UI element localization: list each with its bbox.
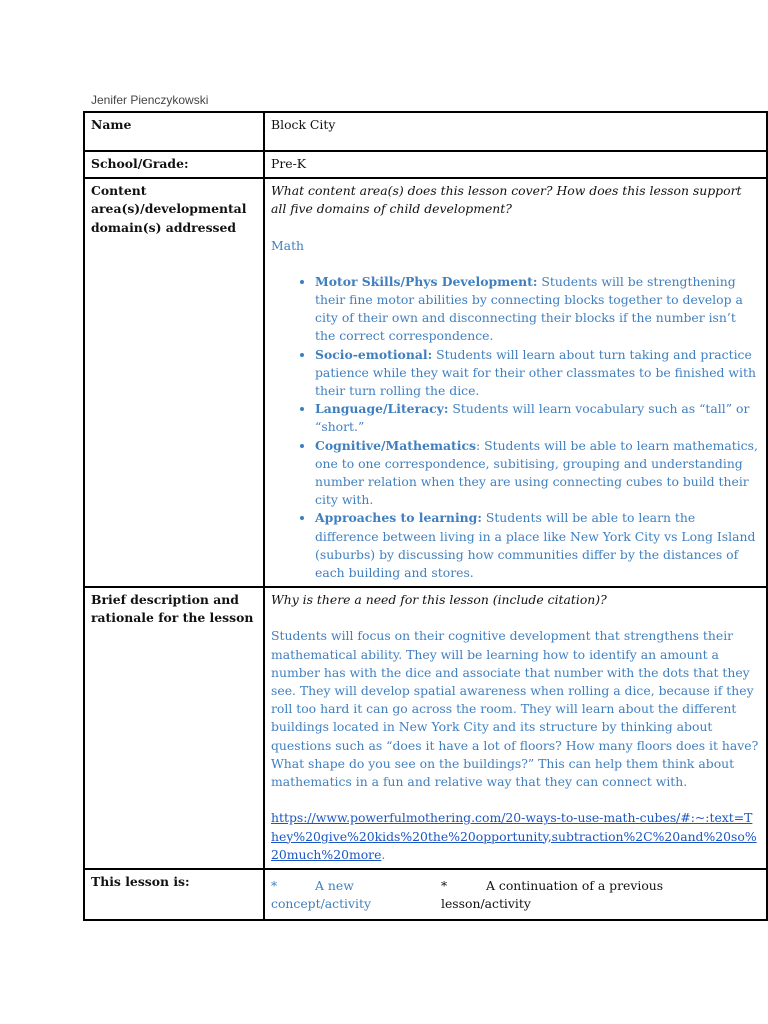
citation-end: . <box>381 846 386 862</box>
lesson-type-label: This lesson is: <box>84 869 264 920</box>
school-grade-label: School/Grade: <box>84 151 264 178</box>
domain-title: Motor Skills/Phys Development: <box>315 273 538 289</box>
domain-title: Approaches to learning: <box>315 510 482 526</box>
domain-text: Students will be able to learn the difference between living in a place like New York City vs Long Island (suburbs) by discussing how communities differ by the distances of each building and stores. <box>315 510 756 581</box>
domain-text: Students will learn vocabulary such as “tall” or “short.” <box>315 401 750 435</box>
content-cell <box>264 178 767 587</box>
school-grade-row <box>84 151 767 178</box>
domain-text: Students will be strengthening their fine motor abilities by connecting blocks together to develop a city of their own and disconnecting their blocks if the number isn’t the correct correspondence. <box>315 273 743 344</box>
content-label: Content area(s)/developmental domain(s) addressed <box>84 178 264 587</box>
domain-item-motor <box>315 273 760 346</box>
rationale-question: Why is there a need for this lesson (include citation)? <box>271 592 607 608</box>
lesson-type-cell <box>264 869 767 920</box>
lesson-type-options <box>271 873 760 913</box>
domain-item-approaches <box>315 509 760 582</box>
school-grade-value: Pre-K <box>264 151 767 178</box>
domain-list <box>271 273 760 582</box>
content-area: Math <box>271 237 305 253</box>
rationale-label: Brief description and rationale for the lesson <box>84 587 264 869</box>
content-question: What content area(s) does this lesson cover? How does this lesson support all five domains of child development? <box>271 183 742 217</box>
citation <box>271 809 760 864</box>
domain-item-socio-emotional <box>315 346 760 401</box>
option-continuation[interactable] <box>441 877 701 913</box>
name-value: Block City <box>264 112 767 151</box>
name-label: Name <box>84 112 264 151</box>
rationale-cell <box>264 587 767 869</box>
lesson-plan-table <box>83 111 768 921</box>
option-new-concept[interactable] <box>271 877 441 913</box>
rationale-row <box>84 587 767 869</box>
domain-item-cognitive <box>315 437 760 510</box>
domain-title: Language/Literacy: <box>315 401 449 417</box>
citation-link[interactable]: https://www.powerfulmothering.com/20-ways-to-use-math-cubes/#:~:text=They%20give%20kids%20the%20opportunity,subtraction%2C%20and%20so%20much%20more <box>271 810 757 862</box>
domain-text: Students will learn about turn taking and practice patience while they wait for their other classmates to be finished with their turn rolling the dice. <box>315 346 756 399</box>
option-marker: * <box>271 877 278 893</box>
rationale-body: Students will focus on their cognitive development that strengthens their mathematical ability. They will be learning how to identify an amount a number has with the dice and associate that number with the dots that they see. They will develop spatial awareness when rolling a dice, because if they roll too hard it can go across the room. They will learn about the different buildings located in New York City and its structure by thinking about questions such as “does it have a lot of floors? How many floors does it have? What shape do you see on the buildings?” This can help them think about mathematics in a fun and relative way that they can connect with. <box>271 628 759 790</box>
domain-title: Cognitive/Mathematics <box>315 437 476 453</box>
option-label: A new concept/activity <box>271 877 371 912</box>
option-label: A continuation of a previous lesson/activity <box>441 877 664 912</box>
content-row <box>84 178 767 587</box>
lesson-type-row <box>84 869 767 920</box>
domain-item-language <box>315 400 760 436</box>
domain-text: : Students will be able to learn mathematics, one to one correspondence, subitising, grouping and understanding number relation when they are using connecting cubes to build their city with. <box>315 437 758 508</box>
option-marker: * <box>441 877 448 893</box>
name-row <box>84 112 767 151</box>
domain-title: Socio-emotional: <box>315 346 433 362</box>
author-name: Jenifer Pienczykowski <box>91 93 209 107</box>
